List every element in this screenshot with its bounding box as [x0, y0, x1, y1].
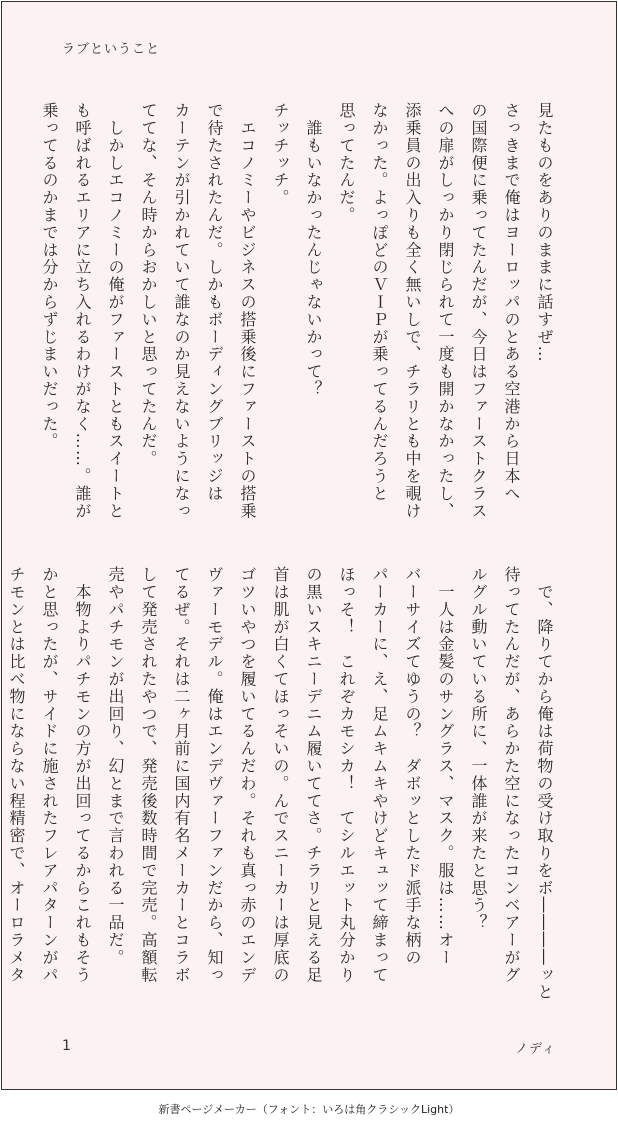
- text-column: の国際便に乗ってたんだが、今日はファーストクラス: [469, 102, 488, 520]
- text-column: して発売されたやつで、発売後数時間で完売。高額転: [139, 566, 158, 984]
- text-column: 本物よりパチモンの方が出回ってるからこれもそう: [73, 566, 92, 984]
- text-column: 売やパチモンが出回り、幻とまで言われる一品だ。: [106, 566, 125, 967]
- text-column: 添乗員の出入りも全く無いしで、チラリとも中を覗け: [403, 102, 422, 520]
- text-column: カーテンが引かれていて誰なのか見えないようになっ: [172, 102, 191, 520]
- text-column: チモンとは比べ物にならない程精密で、オーロラメタ: [7, 566, 26, 984]
- top-text-block: [40, 102, 561, 542]
- text-column: 首は肌が白くてほっそいの。んでスニーカーは厚底の: [271, 566, 290, 984]
- text-column: ルグル動いている所に、一体誰が来たと思う？: [469, 566, 488, 932]
- generator-caption: 新書ページメーカー（フォント：いろは角クラシックLight）: [158, 1103, 460, 1116]
- bottom-text-block: [7, 566, 561, 1001]
- text-column: 思ってたんだ。: [337, 102, 356, 224]
- text-column: も呼ばれるエリアに立ち入れるわけがなく……。誰が: [73, 102, 92, 520]
- text-column: で、降りてから俺は荷物の受け取りをボ――――ッと: [535, 566, 554, 1001]
- text-column: ヴァーモデル。俺はエンデヴァーファンだから、知っ: [205, 566, 224, 984]
- text-column: の黒いスキニーデニム履いててさ。チラリと見える足: [304, 566, 323, 984]
- text-column: 一人は金髪のサングラス、マスク。服は……オー: [436, 566, 455, 967]
- text-column: てるぜ。それは二ヶ月前に国内有名メーカーとコラボ: [172, 566, 191, 984]
- text-column: 待ってたんだが、あらかた空になったコンベアーがグ: [502, 566, 521, 984]
- manuscript-page: [1, 1, 617, 1090]
- text-column: ゴツいやつを履いてるんだわ。それも真っ赤のエンデ: [238, 566, 257, 984]
- page-number: 1: [62, 1038, 71, 1054]
- text-column: 見たものをありのままに話すぜ…: [535, 102, 554, 363]
- text-column: で待たされたんだ。しかもボーディングブリッジは: [205, 102, 224, 503]
- text-column: エコノミーやビジネスの搭乗後にファーストの搭乗: [238, 102, 257, 520]
- text-column: への扉がしっかり閉じられて一度も開かなかったし、: [436, 102, 455, 520]
- text-column: 誰もいなかったんじゃないかって？: [304, 102, 323, 398]
- text-column: しかしエコノミーの俺がファーストともスイートと: [106, 102, 125, 520]
- author-name: ノディ: [515, 1042, 556, 1057]
- text-column: かと思ったが、サイドに施されたフレアパターンがパ: [40, 566, 59, 984]
- text-column: チッチッチ。: [271, 102, 290, 207]
- text-column: 乗ってるのかまでは分からずじまいだった。: [40, 102, 59, 450]
- text-column: ほっそ！ これぞカモシカ！ てシルエット丸分かり: [337, 566, 356, 984]
- page-header-title: ラブということ: [62, 42, 161, 57]
- text-column: バーサイズてゆうの？ ダボッとしたド派手な柄の: [403, 566, 422, 967]
- text-column: パーカーに、え、足ムキムキやけどキュッて締まって: [370, 566, 389, 984]
- text-column: さっきまで俺はヨーロッパのとある空港から日本へ: [502, 102, 521, 503]
- text-column: なかった。よっぽどのＶＩＰが乗ってるんだろうと: [370, 102, 389, 503]
- text-column: ててな、そん時からおかしいと思ってたんだ。: [139, 102, 158, 468]
